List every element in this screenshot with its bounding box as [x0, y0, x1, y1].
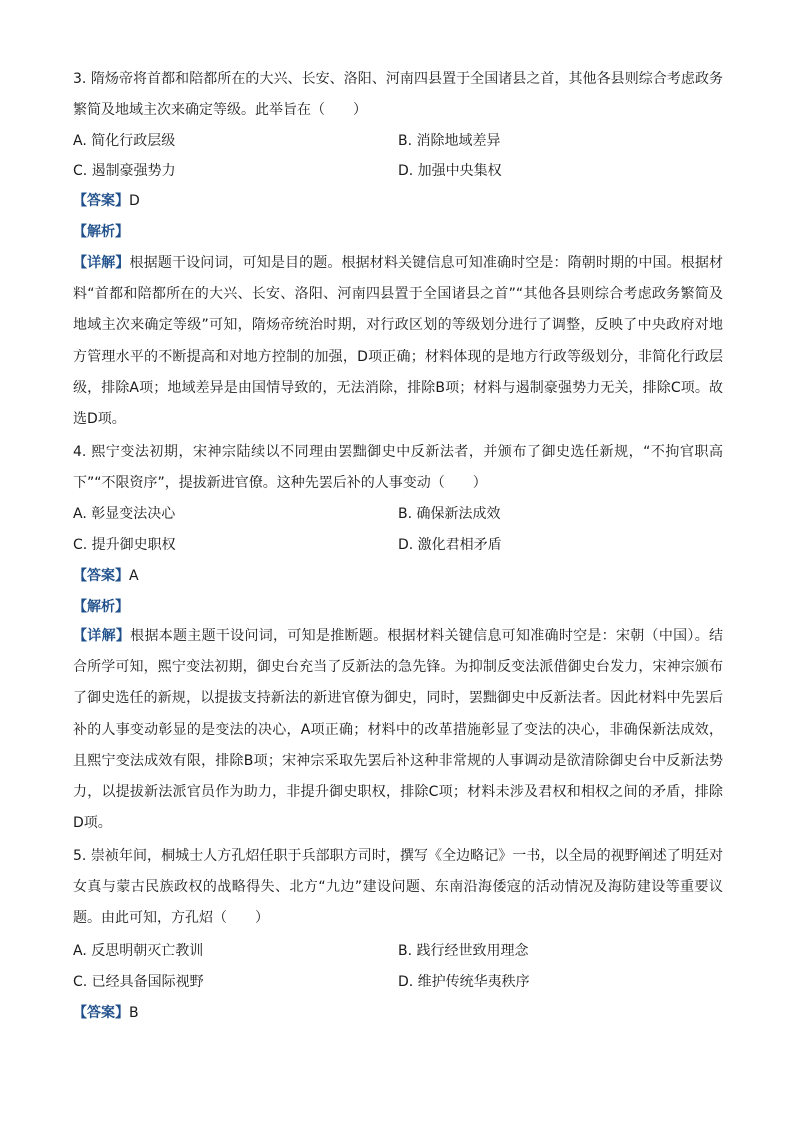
question-5-option-b: B. 践行经世致用理念: [398, 943, 529, 959]
detail-tag: 【详解】: [73, 628, 131, 644]
question-4-option-b: B. 确保新法成效: [398, 506, 501, 522]
question-4-option-c: C. 提升御史职权: [73, 537, 176, 553]
question-4-detail: [73, 621, 723, 839]
question-4-analysis-tag: 【解析】: [73, 599, 129, 615]
question-3-answer: [73, 191, 140, 211]
question-3-stem: 3. 隋炀帝将首都和陪都所在的大兴、长安、洛阳、河南四县置于全国诸县之首，其他各县则综合考虑政务繁简及地域主次来确定等级。此举旨在（ ）: [73, 71, 723, 119]
detail-text: 根据题干设问词，可知是目的题。根据材料关键信息可知准确时空是：隋朝时期的中国。根据材料“首都和陪都所在的大兴、长安、洛阳、河南四县置于全国诸县之首”“其他各县则综合考虑政务繁简及地域主次来确定等级”可知，隋炀帝统治时期，对行政区划的等级划分进行了调整，反映了中央政府对地方管理水平的不断提高和对地方控制的加强，D项正确；材料体现的是地方行政等级划分，非简化行政层级，排除A项；地域差异是由国情导致的，无法消除，排除B项；材料与遏制豪强势力无关，排除C项。故选D项。: [73, 255, 724, 428]
question-4-answer: [73, 566, 139, 586]
question-4-stem: 4. 熙宁变法初期，宋神宗陆续以不同理由罢黜御史中反新法者，并颁布了御史选任新规，“不拘官职高下”“不限资序”，提拔新进官僚。这种先罢后补的人事变动（ ）: [73, 444, 723, 492]
answer-value: A: [129, 568, 139, 584]
question-5-option-a: A. 反思明朝灭亡教训: [73, 943, 204, 959]
answer-value: D: [129, 193, 140, 209]
answer-value: B: [129, 1005, 139, 1021]
question-5-option-d: D. 维护传统华夷秩序: [398, 974, 530, 990]
question-3-option-b: B. 消除地域差异: [398, 133, 501, 149]
detail-text: 根据本题主题干设问词，可知是推断题。根据材料关键信息可知准确时空是：宋朝（中国）。结合所学可知，熙宁变法初期，御史台充当了反新法的急先锋。为抑制反变法派借御史台发力，宋神宗颁布了御史选任的新规，以提拔支持新法的新进官僚为御史，同时，罢黜御史中反新法者。因此材料中先罢后补的人事变动彰显的是变法的决心，A项正确；材料中的改革措施彰显了变法的决心，非确保新法成效，且熙宁变法成效有限，排除B项；宋神宗采取先罢后补这种非常规的人事调动是欲清除御史台中反新法势力，以提拔新法派官员作为助力，非提升御史职权，排除C项；材料未涉及君权和相权之间的矛盾，排除D项。: [73, 628, 723, 832]
question-3-option-a: A. 简化行政层级: [73, 133, 176, 149]
answer-tag: 【答案】: [73, 568, 129, 584]
question-5-answer: [73, 1003, 139, 1023]
question-3-option-d: D. 加强中央集权: [398, 163, 502, 179]
question-4-option-d: D. 激化君相矛盾: [398, 537, 502, 553]
question-4-option-a: A. 彰显变法决心: [73, 506, 176, 522]
answer-tag: 【答案】: [73, 1005, 129, 1021]
question-3-option-c: C. 遏制豪强势力: [73, 163, 176, 179]
answer-tag: 【答案】: [73, 193, 129, 209]
question-5-option-c: C. 已经具备国际视野: [73, 974, 204, 990]
question-5-stem: 5. 崇祯年间，桐城士人方孔炤任职于兵部职方司时，撰写《全边略记》一书，以全局的视野阐述了明廷对女真与蒙古民族政权的战略得失、北方“九边”建设问题、东南沿海倭寇的活动情况及海防建设等重要议题。由此可知，方孔炤（ ）: [73, 848, 723, 927]
question-3-analysis-tag: 【解析】: [73, 224, 129, 240]
question-3-detail: [73, 248, 723, 435]
detail-tag: 【详解】: [73, 255, 130, 271]
